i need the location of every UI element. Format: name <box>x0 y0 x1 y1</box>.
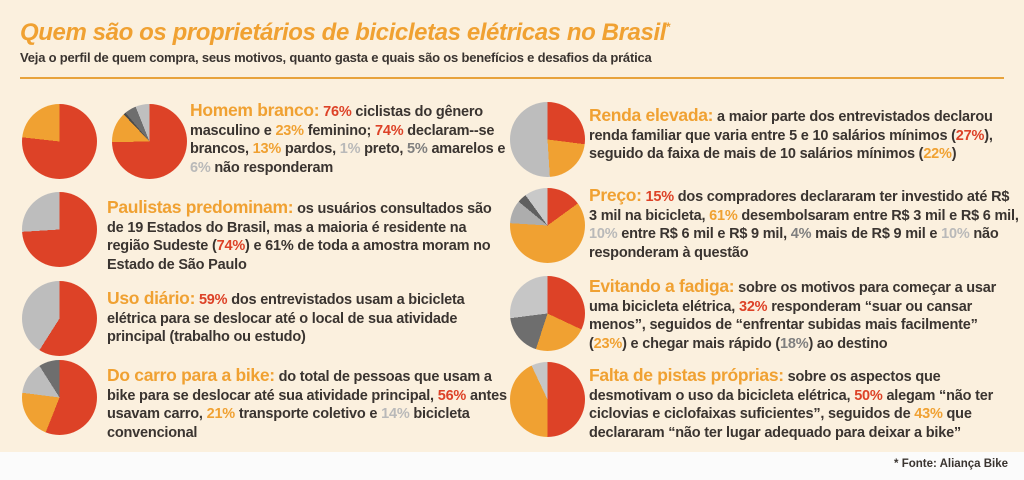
block-text <box>190 99 510 177</box>
text-segment-body: dos entrevistados usam a bicicleta elétrica para se deslocar até o local de sua atividade principal (trabalho ou estudo) <box>107 292 465 346</box>
text-segment-body: ) e chegar mais rápido ( <box>622 335 781 352</box>
block-heading: Falta de pistas próprias: <box>589 365 784 385</box>
page-title <box>20 19 670 47</box>
pie-chart-regiao <box>22 192 97 267</box>
text-segment-red: 76% <box>319 104 352 120</box>
text-segment-amber: 43% <box>914 406 943 423</box>
text-segment-red: 32% <box>738 298 768 315</box>
page-subtitle: Veja o perfil de quem compra, seus motivos, quanto gasta e quais são os benefícios e desafios da prática <box>20 50 652 65</box>
text-segment-gray: 4% <box>790 226 812 243</box>
text-segment-body: sobre os aspectos que desmotivam o uso da bicicleta elétrica, <box>589 369 941 404</box>
pie-chart-uso-diario <box>22 281 97 356</box>
text-segment-lightgray: 6% <box>190 159 211 176</box>
block-text <box>107 196 499 274</box>
text-segment-body: ) ao destino <box>808 335 888 352</box>
text-segment-gray: 5% <box>407 141 428 158</box>
text-segment-amber: 23% <box>275 122 304 139</box>
block-heading: Preço: <box>589 185 642 205</box>
block-heading: Homem branco: <box>190 100 320 120</box>
block-heading: Uso diário: <box>107 288 196 308</box>
text-segment-body: ) e 61% de toda a amostra moram no Estado de São Paulo <box>107 238 491 273</box>
page-title-text: Quem são os proprietários de bicicletas elétricas no Brasil <box>20 19 666 46</box>
block-text <box>589 184 1019 262</box>
text-segment-lightgray: 14% <box>381 406 410 423</box>
text-segment-body: declaram--se brancos, <box>190 122 495 158</box>
pie-chart-modal-anterior <box>22 360 97 435</box>
text-segment-body: preto, <box>360 141 408 158</box>
text-segment-gray: 18% <box>780 335 809 352</box>
text-segment-body: bicicleta convencional <box>107 406 470 441</box>
text-segment-red: 74% <box>216 238 246 255</box>
text-segment-amber: 23% <box>593 335 623 352</box>
block-heading: Paulistas predominam: <box>107 197 294 217</box>
text-segment-body: que declararam “não ter lugar adequado para deixar a bike” <box>589 406 972 441</box>
text-segment-body: desembolsaram entre R$ 3 mil e R$ 6 mil, <box>737 207 1019 224</box>
text-segment-body: a maior parte dos entrevistados declarou renda familiar que varia entre 5 e 10 salários mínimos ( <box>589 109 993 144</box>
text-segment-lightgray: 10% <box>589 226 618 243</box>
text-segment-lightgray: 1% <box>339 141 361 158</box>
text-segment-amber: 61% <box>709 207 738 224</box>
pie-chart-motivos <box>510 276 585 351</box>
text-segment-red: 15% <box>641 189 674 205</box>
text-segment-body: responderam “suar ou cansar menos”, seguidos de “enfrentar subidas mais facilmente” ( <box>589 298 978 352</box>
text-segment-body: entre R$ 6 mil e R$ 9 mil, <box>617 226 791 243</box>
pie-chart-desmotivos <box>510 362 585 437</box>
text-segment-amber: 21% <box>206 406 235 423</box>
text-segment-red: 74% <box>374 122 404 139</box>
text-segment-body: sobre os motivos para começar a usar uma bicicleta elétrica, <box>589 280 997 315</box>
block-text <box>107 287 499 347</box>
text-segment-body: pardos, <box>281 141 340 158</box>
text-segment-red: 56% <box>437 387 467 404</box>
footer-bar <box>0 452 1024 480</box>
text-segment-red: 50% <box>854 387 883 404</box>
block-text <box>589 104 1013 164</box>
text-segment-body: os usuários consultados são de 19 Estados do Brasil, mas a maioria é residente na região Sudeste ( <box>107 201 492 255</box>
text-segment-body: ciclistas do gênero masculino e <box>190 104 483 139</box>
pie-chart-genero <box>22 104 97 179</box>
block-text <box>107 364 507 442</box>
block-body <box>589 189 1019 261</box>
text-segment-body: feminino; <box>303 122 375 139</box>
pie-chart-renda <box>510 102 585 177</box>
text-segment-body: transporte coletivo e <box>235 406 382 423</box>
text-segment-body: não responderam à questão <box>589 226 999 261</box>
text-segment-amber: 13% <box>252 141 282 158</box>
text-segment-red: 59% <box>195 292 228 308</box>
block-text <box>589 364 1013 442</box>
text-segment-lightgray: 10% <box>941 226 970 243</box>
block-heading: Do carro para a bike: <box>107 365 275 385</box>
text-segment-amber: 22% <box>923 146 952 163</box>
text-segment-body: alegam “não ter ciclovias e ciclofaixas suficientes”, seguidos de <box>589 387 994 423</box>
text-segment-body: do total de pessoas que usam a bike para se deslocar até sua atividade principal, <box>107 369 492 404</box>
pie-chart-cor-raca <box>112 104 187 179</box>
block-heading: Evitando a fadiga: <box>589 276 735 296</box>
text-segment-body: dos compradores declararam ter investido até R$ 3 mil na bicicleta, <box>589 189 1010 224</box>
text-segment-body: ), seguido da faixa de mais de 10 salários mínimos ( <box>589 127 993 163</box>
block-heading: Renda elevada: <box>589 105 714 125</box>
text-segment-body: não responderam <box>210 159 334 176</box>
text-segment-body: mais de R$ 9 mil e <box>811 226 942 243</box>
title-asterisk: * <box>666 20 671 34</box>
text-segment-red: 27% <box>955 127 985 144</box>
block-text <box>589 275 1013 353</box>
text-segment-body: ) <box>951 146 957 163</box>
source-note: * Fonte: Aliança Bike <box>894 458 1008 470</box>
pie-chart-preco <box>510 188 585 263</box>
text-segment-body: amarelos e <box>427 141 506 158</box>
text-segment-body: antes usavam carro, <box>107 387 507 423</box>
header-divider <box>20 77 1004 79</box>
